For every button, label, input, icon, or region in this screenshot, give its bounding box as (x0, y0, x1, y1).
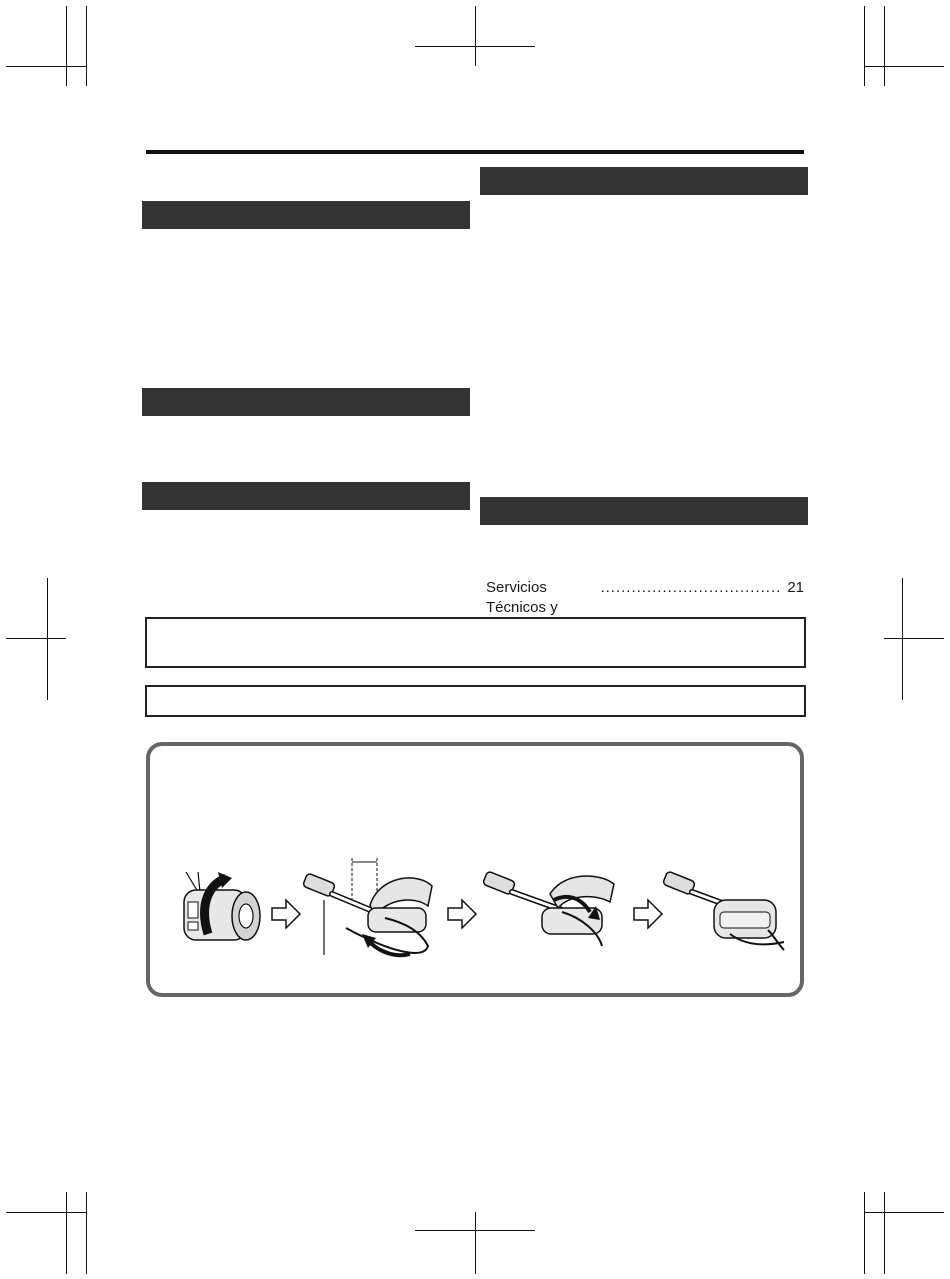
right-arrow-icon (272, 900, 300, 928)
toc-entry-leader: ................................... (600, 579, 782, 596)
section-bar-right-2 (480, 497, 808, 525)
ferrite-core-icon (184, 872, 260, 940)
toc-entry[interactable] (486, 578, 804, 616)
notice-box (145, 617, 806, 668)
right-arrow-icon (448, 900, 476, 928)
section-bar-left-2 (142, 388, 470, 416)
top-rule (146, 150, 804, 154)
toc-entry-label: Servicios Técnicos y (486, 579, 558, 616)
section-bar-right-1 (480, 167, 808, 195)
core-closing-icon (482, 871, 614, 946)
notice-box-small (145, 685, 806, 717)
right-arrow-icon (634, 900, 662, 928)
ferrite-core-illustration (170, 850, 790, 965)
section-bar-left-3 (142, 482, 470, 510)
section-bar-left-1 (142, 201, 470, 229)
toc-entry-page: 21 (787, 579, 804, 596)
cable-loop-icon (302, 858, 432, 955)
core-closed-icon (662, 871, 784, 950)
